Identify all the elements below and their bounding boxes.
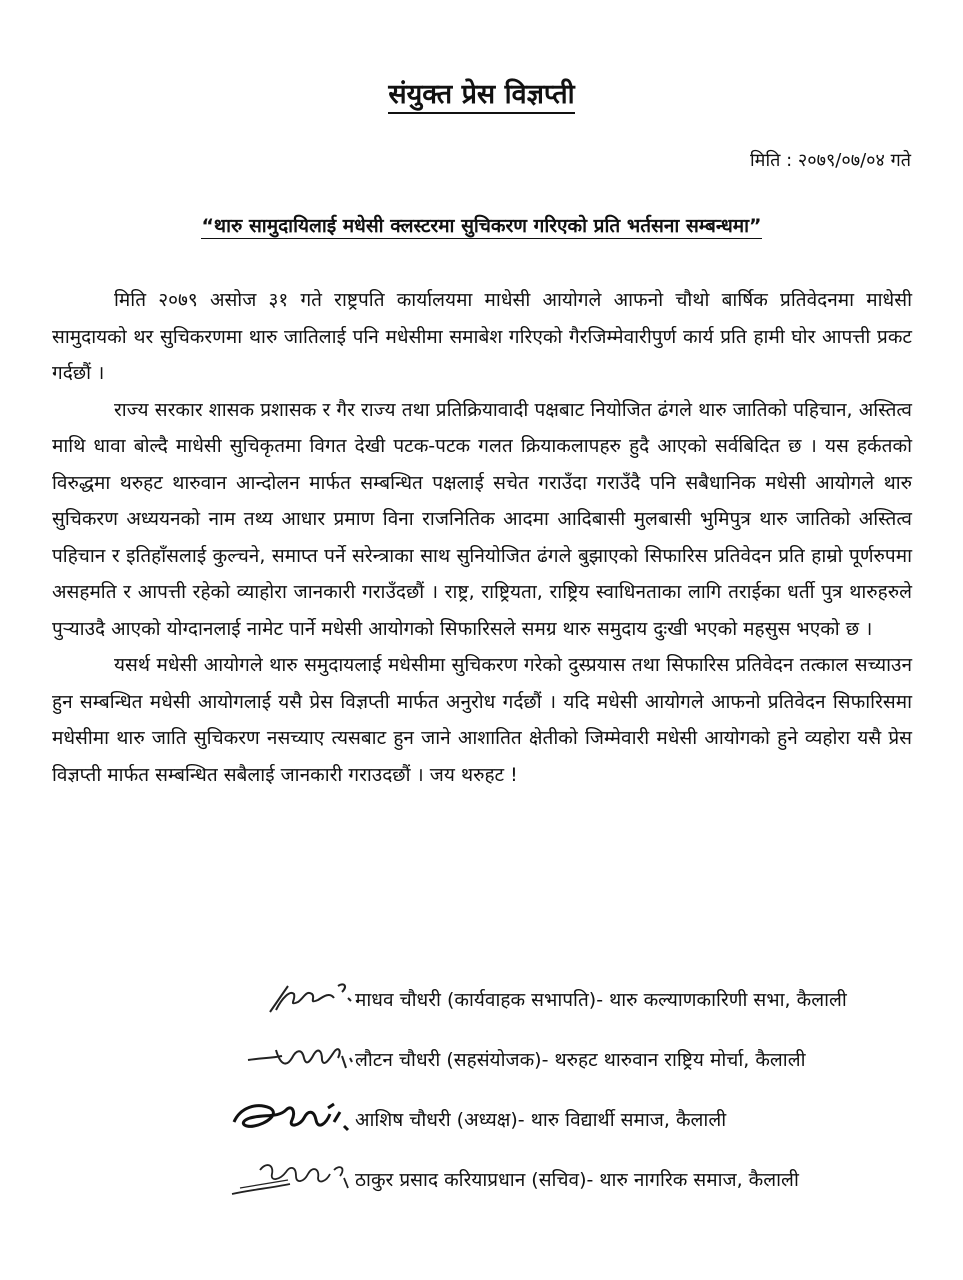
document-subject	[0, 212, 963, 238]
signatory-name-1: माधव चौधरी (कार्यवाहक सभापति)- थारु कल्याणकारिणी सभा, कैलाली	[355, 989, 847, 1011]
handwritten-signature-1	[230, 968, 355, 1028]
signatory-row-2	[230, 1028, 930, 1088]
handwritten-signature-2	[230, 1028, 355, 1088]
signatory-row-3	[230, 1088, 930, 1148]
document-title-text: संयुक्त प्रेस विज्ञप्ती	[388, 79, 574, 114]
signatory-name-3: आशिष चौधरी (अध्यक्ष)- थारु विद्यार्थी समाज, कैलाली	[355, 1109, 727, 1131]
signatory-name-2: लौटन चौधरी (सहसंयोजक)- थरुहट थारुवान राष्ट्रिय मोर्चा, कैलाली	[355, 1049, 806, 1071]
signatory-row-1	[230, 968, 930, 1028]
handwritten-signature-4	[230, 1148, 355, 1208]
document-title	[0, 74, 963, 111]
signatory-row-4	[230, 1148, 930, 1208]
signatory-name-4: ठाकुर प्रसाद करियाप्रधान (सचिव)- थारु नागरिक समाज, कैलाली	[355, 1169, 799, 1191]
paragraph-1: मिति २०७९ असोज ३१ गते राष्ट्रपति कार्यालयमा माधेसी आयोगले आफनो चौथो बार्षिक प्रतिवेदनमा माधेसी सामुदायको थर सुचिकरणमा थारु जातिलाई पनि मधेसीमा समाबेश गरिएको गैरजिम्मेवारीपुर्ण कार्य प्रति हामी घोर आपत्ती प्रकट गर्दछौं ।	[52, 289, 912, 384]
document-subject-text: “थारु सामुदायिलाई मधेसी क्लस्टरमा सुचिकरण गरिएको प्रति भर्तसना सम्बन्धमा”	[201, 215, 762, 237]
document-body	[52, 282, 912, 793]
paragraph-2: राज्य सरकार शासक प्रशासक र गैर राज्य तथा प्रतिक्रियावादी पक्षबाट नियोजित ढंगले थारु जातिको पहिचान, अस्तित्व माथि धावा बोल्दै माधेसी सुचिकृतमा विगत देखी पटक-पटक गलत क्रियाकलापहरु हुदै आएको सर्वबिदित छ । यस हर्कतको विरुद्धमा थरुहट थारुवान आन्दोलन मार्फत सम्बन्धित पक्षलाई सचेत गराउँदा गराउँदै पनि सबैधानिक मधेसी आयोगले थारु सुचिकरण अध्ययनको नाम तथ्य आधार प्रमाण विना राजनितिक आदमा आदिबासी मुलबासी भुमिपुत्र थारु जातिको अस्तित्व पहिचान र इतिहाँसलाई कुल्चने, समाप्त पर्ने सरेन्त्राका साथ सुनियोजित ढंगले बुझाएको सिफारिस प्रतिवेदन प्रति हाम्रो पूर्णरुपमा असहमति र आपत्ती रहेको व्याहोरा जानकारी गराउँदछौं । राष्ट्र, राष्ट्रियता, राष्ट्रिय स्वाधिनताका लागि तराईका धर्ती पुत्र थारुहरुले पुऱ्याउदै आएको योग्दानलाई नामेट पार्ने मधेसी आयोगको सिफारिसले समग्र थारु समुदाय दुःखी भएको महसुस भएको छ ।	[52, 398, 912, 640]
paragraph-3: यसर्थ मधेसी आयोगले थारु समुदायलाई मधेसीमा सुचिकरण गरेको दुस्प्रयास तथा सिफारिस प्रतिवेदन तत्काल सच्याउन हुन सम्बन्धित मधेसी आयोगलाई यसै प्रेस विज्ञप्ती मार्फत अनुरोध गर्दछौं । यदि मधेसी आयोगले आफनो प्रतिवेदन सिफारिसमा मधेसीमा थारु जाति सुचिकरण नसच्याए त्यसबाट हुन जाने आशातित क्षेतीको जिम्मेवारी मधेसी आयोगको हुने व्यहोरा यसै प्रेस विज्ञप्ती मार्फत सम्बन्धित सबैलाई जानकारी गराउदछौं । जय थरुहट !	[52, 654, 912, 786]
handwritten-signature-3	[230, 1088, 355, 1148]
document-date: मिति : २०७९/०७/०४ गते	[750, 150, 911, 171]
